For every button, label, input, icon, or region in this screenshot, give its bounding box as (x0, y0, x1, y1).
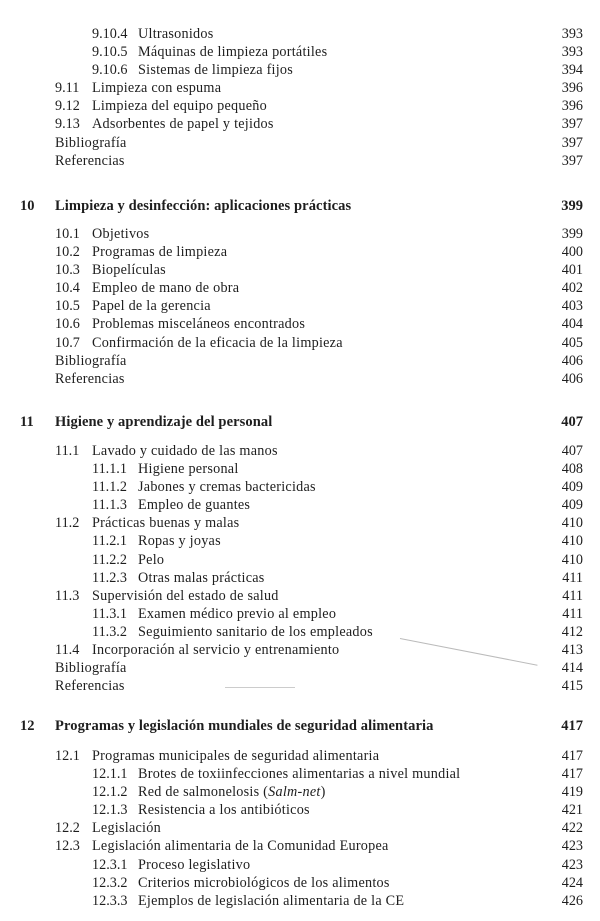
entry-page-number: 426 (561, 892, 583, 909)
entry-page-number: 410 (561, 515, 583, 532)
chapter-title: Programas y legislación mundiales de seguridad alimentaria (55, 718, 434, 734)
entry-number: 11.1.3 (92, 497, 127, 514)
toc-section (0, 25, 600, 170)
entry-title (138, 605, 336, 623)
toc-entry[interactable] (0, 97, 600, 115)
entry-number: 9.13 (55, 116, 80, 133)
entry-number: 9.11 (55, 80, 80, 97)
toc-entry[interactable] (0, 569, 600, 587)
entry-number: 11.2 (55, 515, 80, 532)
entry-number: 9.12 (55, 98, 80, 115)
toc-entry[interactable] (0, 819, 600, 837)
entry-page-number: 412 (561, 623, 583, 640)
entry-title (55, 370, 125, 388)
entry-page-number: 402 (561, 280, 583, 297)
entry-title-text: Bibliografía (55, 660, 127, 677)
entry-title (138, 43, 327, 61)
toc-entry[interactable] (0, 587, 600, 605)
toc-entry[interactable] (0, 352, 600, 370)
entry-number: 9.10.5 (92, 44, 128, 61)
entry-page-number: 414 (561, 660, 583, 677)
entry-page-number: 419 (561, 784, 583, 801)
entry-page-number: 397 (561, 116, 583, 133)
entry-title (138, 61, 293, 79)
chapter-page-number: 407 (561, 414, 583, 430)
toc-entry[interactable] (0, 134, 600, 152)
entry-number: 10.6 (55, 316, 80, 333)
toc-entry[interactable] (0, 623, 600, 641)
entry-title-text: Limpieza del equipo pequeño (92, 98, 267, 115)
entry-page-number: 423 (561, 856, 583, 873)
entry-page-number: 410 (561, 551, 583, 568)
entry-page-number: 422 (561, 820, 583, 837)
entry-title (92, 747, 379, 765)
entry-title-text: Objetivos (92, 226, 150, 242)
entry-title-text: Problemas misceláneos encontrados (92, 316, 306, 333)
toc-entry[interactable] (0, 43, 600, 61)
toc-entry[interactable] (0, 370, 600, 388)
entry-number: 10.4 (55, 280, 80, 297)
entry-page-number: 411 (562, 569, 583, 586)
entry-number: 12.2 (55, 820, 80, 837)
entry-page-number: 415 (561, 678, 583, 695)
entry-page-number: 423 (561, 838, 583, 855)
entry-title-text: Jabones y cremas bactericidas (138, 479, 316, 496)
entry-title (138, 478, 316, 496)
entry-title-text: Red de salmonelosis ( (138, 784, 269, 801)
entry-title (55, 659, 127, 677)
entry-title-text: Referencias (55, 370, 125, 387)
entry-title-text: Referencias (55, 678, 125, 695)
toc-entry[interactable] (0, 801, 600, 819)
toc-entry[interactable] (0, 279, 600, 297)
entry-title (138, 874, 390, 892)
entry-title-text: Ejemplos de legislación alimentaria de la CE (138, 892, 405, 909)
entry-number: 12.3 (55, 838, 80, 855)
entry-page-number: 411 (562, 587, 583, 604)
toc-entry[interactable] (0, 334, 600, 352)
toc-entry[interactable] (0, 478, 600, 496)
entry-page-number: 400 (561, 244, 583, 261)
entry-title-text: Referencias (55, 152, 125, 169)
entry-number: 10.3 (55, 262, 80, 279)
entry-number: 11.1 (55, 443, 80, 459)
entry-title-text: Programas municipales de seguridad alimentaria (92, 748, 380, 764)
entry-title (138, 783, 326, 801)
toc-entry[interactable] (0, 605, 600, 623)
entry-page-number: 417 (561, 748, 583, 764)
chapter-heading[interactable] (0, 716, 600, 736)
entry-number: 9.10.6 (92, 62, 128, 79)
entry-title-text: Criterios microbiológicos de los alimentos (138, 874, 390, 891)
entry-number: 12.1.2 (92, 784, 128, 801)
entry-number: 11.2.2 (92, 551, 127, 568)
entry-page-number: 396 (561, 98, 583, 115)
toc-entry[interactable] (0, 856, 600, 874)
chapter-page-number: 399 (561, 198, 583, 214)
chapter-number: 10 (20, 198, 35, 214)
entry-page-number: 424 (561, 874, 583, 891)
entry-number: 10.2 (55, 244, 80, 261)
entry-title (92, 243, 227, 261)
entry-title-text: Máquinas de limpieza portátiles (138, 44, 328, 61)
entry-number: 12.1.1 (92, 766, 128, 783)
entry-page-number: 409 (561, 479, 583, 496)
entry-number: 11.3.2 (92, 623, 127, 640)
entry-title (92, 225, 149, 243)
entry-title (92, 587, 279, 605)
toc-entry[interactable] (0, 837, 600, 855)
entry-page-number: 403 (561, 298, 583, 315)
toc-entry[interactable] (0, 115, 600, 133)
entry-page-number: 408 (561, 461, 583, 478)
toc-entry[interactable] (0, 61, 600, 79)
toc-entry[interactable] (0, 641, 600, 659)
entry-title (55, 134, 127, 152)
toc-entry[interactable] (0, 243, 600, 261)
toc-entry[interactable] (0, 442, 600, 460)
entry-page-number: 410 (561, 533, 583, 550)
entry-title (92, 514, 239, 532)
entry-title-text: Adsorbentes de papel y tejidos (92, 116, 274, 133)
toc-entry[interactable] (0, 747, 600, 765)
entry-title-text: Lavado y cuidado de las manos (92, 443, 278, 459)
entry-title-text: Ultrasonidos (138, 26, 214, 42)
toc-entry[interactable] (0, 25, 600, 43)
entry-page-number: 413 (561, 642, 583, 659)
entry-title (138, 856, 250, 874)
entry-title (138, 532, 221, 550)
entry-number: 12.3.3 (92, 892, 128, 909)
entry-title (55, 677, 125, 695)
entry-title-text: Supervisión del estado de salud (92, 587, 279, 604)
entry-title-text: Programas de limpieza (92, 244, 228, 261)
toc-entry[interactable] (0, 892, 600, 910)
entry-title-text: Higiene personal (138, 461, 239, 478)
entry-title (55, 352, 127, 370)
entry-page-number: 397 (561, 134, 583, 151)
entry-title-text: Bibliografía (55, 352, 127, 369)
entry-title-text: Prácticas buenas y malas (92, 515, 240, 532)
entry-title-text: Empleo de mano de obra (92, 280, 240, 297)
toc-entry[interactable] (0, 532, 600, 550)
entry-title-text: Proceso legislativo (138, 856, 251, 873)
entry-title-text: Limpieza con espuma (92, 80, 222, 97)
entry-number: 9.10.4 (92, 26, 128, 42)
entry-title (92, 315, 305, 333)
entry-title-text: Seguimiento sanitario de los empleados (138, 623, 373, 640)
entry-title-text: Brotes de toxiinfecciones alimentarias a nivel mundial (138, 766, 461, 783)
chapter-heading[interactable] (0, 196, 600, 216)
entry-number: 11.2.3 (92, 569, 127, 586)
entry-title (138, 496, 250, 514)
entry-title (92, 819, 161, 837)
entry-title-text: Otras malas prácticas (138, 569, 265, 586)
entry-title-text: Empleo de guantes (138, 497, 251, 514)
entry-page-number: 406 (561, 370, 583, 387)
entry-title-text: Resistencia a los antibióticos (138, 802, 310, 819)
entry-page-number: 393 (561, 26, 583, 42)
entry-number: 11.4 (55, 642, 80, 659)
entry-number: 11.3 (55, 587, 80, 604)
toc-entry[interactable] (0, 297, 600, 315)
toc-entry[interactable] (0, 765, 600, 783)
entry-title (138, 765, 460, 783)
entry-title (55, 152, 125, 170)
entry-title (92, 334, 343, 352)
toc-section (0, 442, 600, 695)
entry-title-italic: Salm-net (268, 784, 321, 801)
entry-title (92, 297, 211, 315)
entry-number: 11.1.1 (92, 461, 127, 478)
toc-entry[interactable] (0, 225, 600, 243)
entry-title (138, 892, 404, 910)
entry-number: 10.1 (55, 226, 80, 242)
entry-page-number: 411 (562, 605, 583, 622)
toc-section (0, 747, 600, 910)
entry-page-number: 409 (561, 497, 583, 514)
entry-title-text: Papel de la gerencia (92, 298, 211, 315)
entry-page-number: 399 (561, 226, 583, 242)
toc-entry[interactable] (0, 152, 600, 170)
toc-entry[interactable] (0, 874, 600, 892)
entry-page-number: 417 (561, 766, 583, 783)
toc-entry[interactable] (0, 496, 600, 514)
entry-number: 12.1.3 (92, 802, 128, 819)
toc-entry[interactable] (0, 677, 600, 695)
entry-title (92, 442, 278, 460)
entry-title (92, 79, 221, 97)
entry-title-text: Pelo (138, 551, 165, 568)
entry-number: 12.1 (55, 748, 80, 764)
entry-number: 11.1.2 (92, 479, 127, 496)
entry-number: 10.7 (55, 334, 80, 351)
chapter-number: 12 (20, 718, 35, 734)
chapter-page-number: 417 (561, 718, 583, 734)
entry-title-text: Legislación alimentaria de la Comunidad Europea (92, 838, 389, 855)
entry-title (138, 460, 239, 478)
chapter-heading[interactable] (0, 412, 600, 432)
entry-title (138, 801, 310, 819)
entry-title (92, 279, 239, 297)
entry-title-text: Biopelículas (92, 262, 166, 279)
entry-number: 12.3.1 (92, 856, 128, 873)
entry-page-number: 397 (561, 152, 583, 169)
entry-number: 12.3.2 (92, 874, 128, 891)
toc-entry[interactable] (0, 261, 600, 279)
entry-page-number: 396 (561, 80, 583, 97)
entry-page-number: 406 (561, 352, 583, 369)
entry-title (138, 25, 214, 43)
chapter-title: Higiene y aprendizaje del personal (55, 414, 273, 430)
entry-page-number: 407 (561, 443, 583, 459)
toc-entry[interactable] (0, 460, 600, 478)
entry-page-number: 393 (561, 44, 583, 61)
entry-number: 11.3.1 (92, 605, 127, 622)
toc-entry[interactable] (0, 79, 600, 97)
entry-title (138, 569, 265, 587)
entry-title-text: Sistemas de limpieza fijos (138, 62, 294, 79)
entry-number: 11.2.1 (92, 533, 127, 550)
scan-smudge (225, 687, 295, 688)
entry-title-text: Bibliografía (55, 134, 127, 151)
entry-title (92, 641, 339, 659)
entry-title (138, 623, 373, 641)
entry-title (92, 261, 166, 279)
entry-title (92, 115, 274, 133)
toc-entry[interactable] (0, 551, 600, 569)
entry-title (92, 97, 267, 115)
entry-page-number: 405 (561, 334, 583, 351)
entry-title-text: Legislación (92, 820, 161, 837)
entry-page-number: 394 (561, 62, 583, 79)
entry-title (92, 837, 389, 855)
chapter-title: Limpieza y desinfección: aplicaciones prácticas (55, 198, 352, 214)
entry-page-number: 401 (561, 262, 583, 279)
entry-title (138, 551, 164, 569)
entry-page-number: 404 (561, 316, 583, 333)
toc-entry[interactable] (0, 315, 600, 333)
entry-title-text: ) (320, 784, 326, 801)
toc-entry[interactable] (0, 659, 600, 677)
toc-entry[interactable] (0, 514, 600, 532)
chapter-number: 11 (20, 414, 34, 430)
entry-title-text: Examen médico previo al empleo (138, 605, 337, 622)
entry-title-text: Confirmación de la eficacia de la limpieza (92, 334, 343, 351)
entry-number: 10.5 (55, 298, 80, 315)
toc-entry[interactable] (0, 783, 600, 801)
toc-section (0, 225, 600, 388)
entry-page-number: 421 (561, 802, 583, 819)
entry-title-text: Incorporación al servicio y entrenamiento (92, 642, 340, 659)
entry-title-text: Ropas y joyas (138, 533, 221, 550)
